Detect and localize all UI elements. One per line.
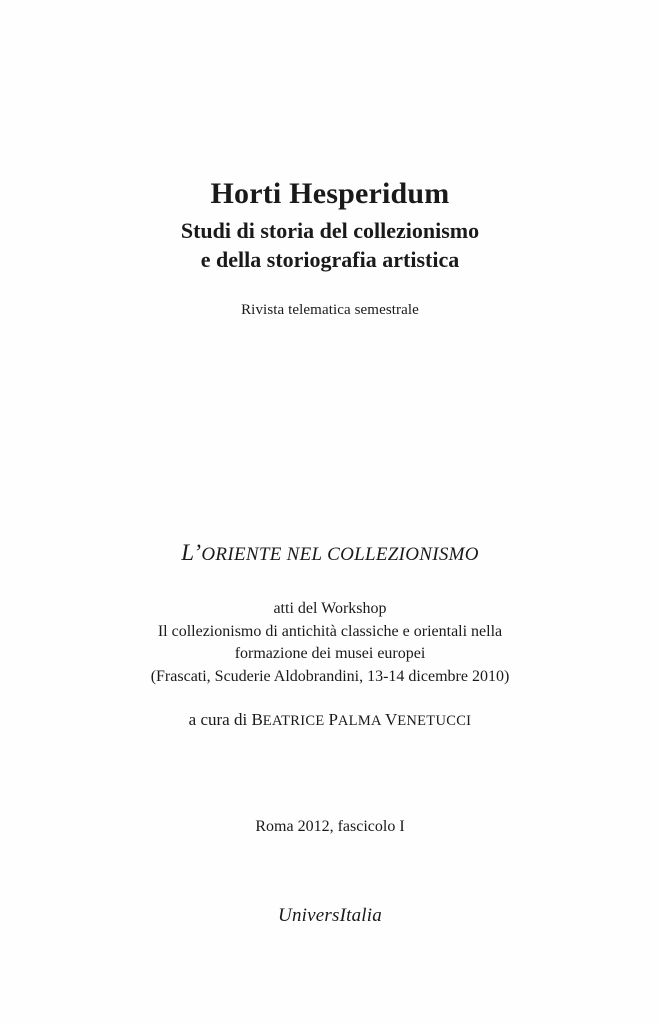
editor-name-initial: B [251, 710, 263, 729]
publisher-name: UniversItalia [278, 905, 382, 926]
masthead [0, 176, 660, 319]
journal-periodicity: Rivista telematica semestrale [241, 301, 419, 318]
journal-subtitle [0, 217, 660, 273]
workshop-details [0, 598, 660, 689]
issue-theme [0, 540, 660, 566]
workshop-line-3: formazione dei musei europei [234, 645, 426, 663]
workshop-line-2: Il collezionismo di antichità classiche e orientali nella [157, 622, 503, 640]
journal-subtitle-line-1: Studi di storia del collezionismo [180, 218, 480, 244]
editor-credit [0, 710, 660, 730]
workshop-line-4: (Frascati, Scuderie Aldobrandini, 13-14 dicembre 2010) [150, 668, 510, 686]
imprint-line: Roma 2012, fascicolo I [255, 818, 405, 835]
editor-name-rest: EATRICE [262, 713, 329, 729]
editor-surname2-initial: V [384, 710, 398, 729]
journal-subtitle-line-2: e della storiografia artistica [200, 246, 460, 272]
editor-surname2-rest: ENETUCCI [397, 713, 472, 729]
editor-surname-initial: P [328, 710, 338, 729]
issue-theme-initial: L’ [181, 540, 202, 565]
journal-title: Horti Hesperidum [210, 177, 450, 210]
editor-surname-rest: ALMA [337, 713, 385, 729]
workshop-line-1: atti del Workshop [273, 600, 387, 617]
issue-theme-text: ORIENTE NEL COLLEZIONISMO [201, 544, 479, 565]
editor-prefix: a cura di [188, 710, 252, 729]
